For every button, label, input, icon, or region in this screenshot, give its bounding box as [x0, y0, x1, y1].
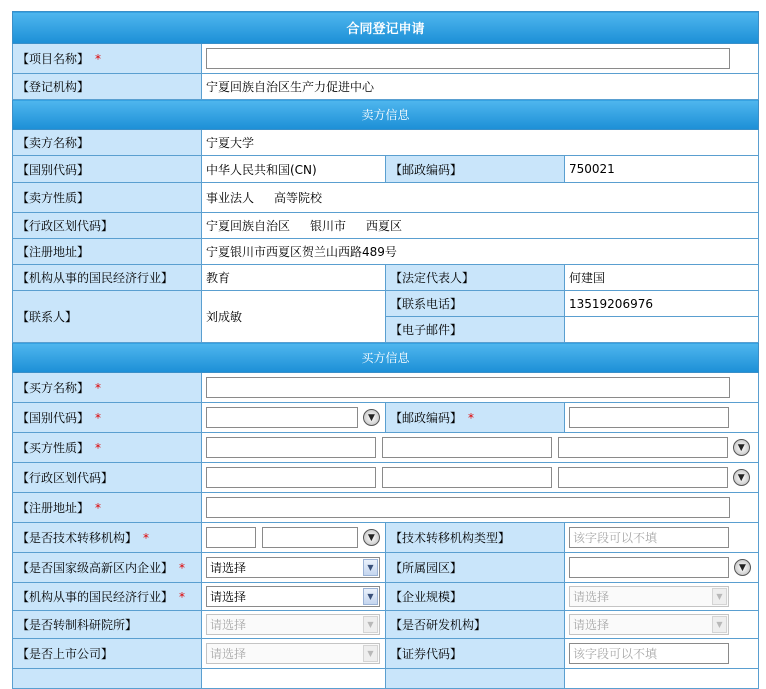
picker-icon[interactable]: ▼: [734, 559, 751, 576]
seller-industry-row: [13, 265, 759, 291]
required-mark: *: [143, 531, 150, 545]
seller-nature-row: [13, 183, 759, 213]
seller-contact-label: 【联系人】: [13, 291, 202, 343]
buyer-postcode-input[interactable]: [569, 407, 729, 428]
seller-region-province: 宁夏回族自治区: [206, 219, 291, 233]
buyer-stock-code-input[interactable]: [569, 643, 729, 664]
seller-nature-label: 【卖方性质】: [13, 183, 202, 213]
project-name-row: [13, 44, 759, 74]
seller-phone-value: 13519206976: [565, 291, 759, 317]
picker-icon[interactable]: ▼: [733, 469, 750, 486]
form-header: [13, 12, 759, 44]
contract-registration-form: [12, 11, 759, 689]
buyer-tech-transfer-code-input[interactable]: [206, 527, 256, 548]
seller-email-label: 【电子邮件】: [386, 317, 565, 343]
buyer-tech-transfer-type-input[interactable]: [569, 527, 729, 548]
buyer-listed-select[interactable]: 请选择 ▼: [206, 643, 380, 664]
buyer-region-label: 【行政区划代码】: [13, 463, 202, 493]
seller-nature-value1: 事业法人: [206, 191, 255, 205]
buyer-postcode-label: 【邮政编码】: [390, 411, 463, 425]
seller-contact-row: [13, 291, 759, 317]
required-mark: *: [468, 411, 475, 425]
seller-country-label: 【国别代码】: [13, 156, 202, 183]
buyer-name-input[interactable]: [206, 377, 730, 398]
registry-row: [13, 74, 759, 100]
buyer-section-title: 买方信息: [13, 343, 759, 373]
buyer-research-label: 【是否转制科研院所】: [13, 611, 202, 639]
seller-region-district: 西夏区: [366, 219, 403, 233]
buyer-hitech-label: 【是否国家级高新区内企业】: [17, 561, 174, 575]
buyer-hitech-row: [13, 553, 759, 583]
seller-phone-label: 【联系电话】: [386, 291, 565, 317]
buyer-listed-row: [13, 639, 759, 669]
buyer-tech-transfer-type-label: 【技术转移机构类型】: [386, 523, 565, 553]
picker-icon[interactable]: ▼: [363, 409, 380, 426]
seller-industry-label: 【机构从事的国民经济行业】: [13, 265, 202, 291]
buyer-tech-transfer-name-input[interactable]: [262, 527, 358, 548]
buyer-country-input[interactable]: [206, 407, 358, 428]
required-mark: *: [179, 561, 186, 575]
seller-name-row: [13, 130, 759, 156]
seller-section-title: 卖方信息: [13, 100, 759, 130]
seller-country-value: 中华人民共和国(CN): [202, 156, 386, 183]
seller-nature-value2: 高等院校: [274, 191, 323, 205]
required-mark: *: [95, 52, 102, 66]
buyer-industry-label: 【机构从事的国民经济行业】: [17, 590, 174, 604]
buyer-tech-transfer-label: 【是否技术转移机构】: [17, 531, 138, 545]
buyer-industry-row: [13, 583, 759, 611]
seller-region-row: [13, 213, 759, 239]
seller-country-row: [13, 156, 759, 183]
buyer-country-label: 【国别代码】: [17, 411, 90, 425]
buyer-scale-label: 【企业规模】: [386, 583, 565, 611]
seller-region-city: 银川市: [310, 219, 347, 233]
chevron-down-icon[interactable]: ▼: [712, 588, 727, 605]
buyer-region-district-input[interactable]: [558, 467, 728, 488]
project-name-label: 【项目名称】 *: [13, 44, 202, 74]
chevron-down-icon[interactable]: ▼: [363, 588, 378, 605]
registry-label: 【登记机构】: [13, 74, 202, 100]
seller-legal-rep-value: 何建国: [565, 265, 759, 291]
buyer-park-label: 【所属园区】: [386, 553, 565, 583]
picker-icon[interactable]: ▼: [733, 439, 750, 456]
buyer-address-row: [13, 493, 759, 523]
buyer-rnd-label: 【是否研发机构】: [386, 611, 565, 639]
buyer-hitech-select[interactable]: 请选择 ▼: [206, 557, 380, 578]
required-mark: *: [95, 441, 102, 455]
buyer-rnd-select[interactable]: 请选择 ▼: [569, 614, 729, 635]
buyer-research-row: [13, 611, 759, 639]
buyer-nature-input-3[interactable]: [558, 437, 728, 458]
buyer-section-header: [13, 343, 759, 373]
cut-off-row: [13, 669, 759, 689]
seller-name-value: 宁夏大学: [202, 130, 759, 156]
required-mark: *: [95, 381, 102, 395]
buyer-park-input[interactable]: [569, 557, 729, 578]
buyer-region-city-input[interactable]: [382, 467, 552, 488]
required-mark: *: [95, 501, 102, 515]
seller-contact-value: 刘成敏: [202, 291, 386, 343]
buyer-address-input[interactable]: [206, 497, 730, 518]
buyer-scale-select[interactable]: 请选择 ▼: [569, 586, 729, 607]
buyer-name-row: [13, 373, 759, 403]
seller-postcode-value: 750021: [565, 156, 759, 183]
chevron-down-icon[interactable]: ▼: [712, 616, 727, 633]
buyer-country-row: [13, 403, 759, 433]
seller-address-value: 宁夏银川市西夏区贺兰山西路489号: [202, 239, 759, 265]
buyer-nature-label: 【买方性质】: [17, 441, 90, 455]
seller-address-row: [13, 239, 759, 265]
required-mark: *: [179, 590, 186, 604]
buyer-name-label: 【买方名称】: [17, 381, 90, 395]
buyer-nature-input-1[interactable]: [206, 437, 376, 458]
buyer-address-label: 【注册地址】: [17, 501, 90, 515]
project-name-input[interactable]: [206, 48, 730, 69]
buyer-stock-code-label: 【证券代码】: [386, 639, 565, 669]
buyer-listed-label: 【是否上市公司】: [13, 639, 202, 669]
seller-legal-rep-label: 【法定代表人】: [386, 265, 565, 291]
picker-icon[interactable]: ▼: [363, 529, 380, 546]
registry-value: 宁夏回族自治区生产力促进中心: [202, 74, 759, 100]
buyer-region-row: [13, 463, 759, 493]
buyer-region-province-input[interactable]: [206, 467, 376, 488]
required-mark: *: [95, 411, 102, 425]
chevron-down-icon[interactable]: ▼: [363, 616, 378, 633]
buyer-nature-row: [13, 433, 759, 463]
form-title: 合同登记申请: [13, 12, 759, 44]
seller-region-label: 【行政区划代码】: [13, 213, 202, 239]
seller-postcode-label: 【邮政编码】: [386, 156, 565, 183]
buyer-research-select[interactable]: 请选择 ▼: [206, 614, 380, 635]
chevron-down-icon[interactable]: ▼: [363, 645, 378, 662]
seller-section-header: [13, 100, 759, 130]
seller-email-value: [565, 317, 759, 343]
chevron-down-icon[interactable]: ▼: [363, 559, 378, 576]
seller-industry-value: 教育: [202, 265, 386, 291]
buyer-nature-input-2[interactable]: [382, 437, 552, 458]
buyer-tech-transfer-row: [13, 523, 759, 553]
seller-name-label: 【卖方名称】: [13, 130, 202, 156]
buyer-industry-select[interactable]: 请选择 ▼: [206, 586, 380, 607]
seller-address-label: 【注册地址】: [13, 239, 202, 265]
